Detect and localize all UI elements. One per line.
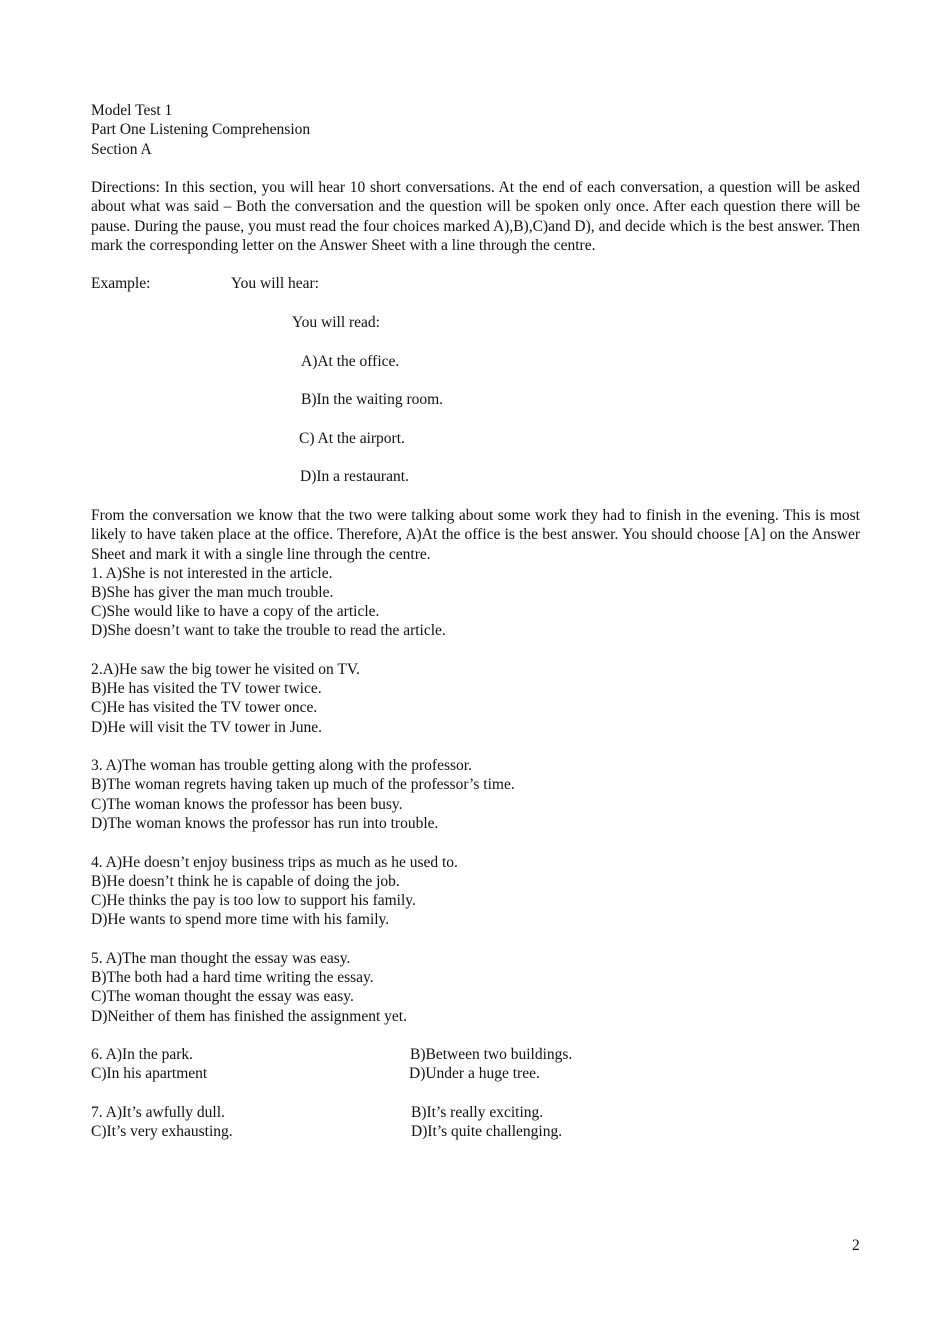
q3-option-a: 3. A)The woman has trouble getting along with the professor. <box>91 757 472 774</box>
q2-option-a: 2.A)He saw the big tower he visited on TV. <box>91 661 360 678</box>
q3-option-b: B)The woman regrets having taken up much of the professor’s time. <box>91 776 515 793</box>
q5-option-a: 5. A)The man thought the essay was easy. <box>91 950 351 967</box>
example-option-d: D)In a restaurant. <box>300 468 409 485</box>
page-number: 2 <box>852 1237 860 1254</box>
q5-option-b: B)The both had a hard time writing the essay. <box>91 969 374 986</box>
q7-option-c: C)It’s very exhausting. <box>91 1123 233 1140</box>
example-label: Example: <box>91 275 151 292</box>
q2-option-b: B)He has visited the TV tower twice. <box>91 680 322 697</box>
example-read: You will read: <box>292 314 380 331</box>
q3-option-c: C)The woman knows the professor has been busy. <box>91 796 403 813</box>
q5-option-d: D)Neither of them has finished the assignment yet. <box>91 1008 407 1025</box>
q1-option-c: C)She would like to have a copy of the article. <box>91 603 380 620</box>
q1-option-b: B)She has giver the man much trouble. <box>91 584 334 601</box>
q1-option-d: D)She doesn’t want to take the trouble to read the article. <box>91 622 446 639</box>
test-title: Model Test 1 <box>91 102 173 119</box>
q4-option-d: D)He wants to spend more time with his family. <box>91 911 390 928</box>
example-hear: You will hear: <box>231 275 319 292</box>
section-heading: Section A <box>91 141 152 158</box>
q1-option-a: 1. A)She is not interested in the article. <box>91 565 333 582</box>
q2-option-d: D)He will visit the TV tower in June. <box>91 719 323 736</box>
example-option-a: A)At the office. <box>301 353 400 370</box>
q4-option-b: B)He doesn’t think he is capable of doing the job. <box>91 873 400 890</box>
q5-option-c: C)The woman thought the essay was easy. <box>91 988 354 1005</box>
example-option-b: B)In the waiting room. <box>301 391 444 408</box>
q6-option-a: 6. A)In the park. <box>91 1046 194 1063</box>
directions-paragraph: Directions: In this section, you will hear 10 short conversations. At the end of each conversation, a question will be asked about what was said – Both the conversation and the question will be spoken only once. After each question there will be pause. During the pause, you must read the four choices marked A),B),C)and D), and decide which is the best answer. Then mark the corresponding letter on the Answer Sheet with a line through the centre. <box>91 179 860 254</box>
q4-option-a: 4. A)He doesn’t enjoy business trips as much as he used to. <box>91 854 458 871</box>
q6-option-d: D)Under a huge tree. <box>409 1065 540 1082</box>
q7-option-b: B)It’s really exciting. <box>411 1104 544 1121</box>
q7-option-a: 7. A)It’s awfully dull. <box>91 1104 225 1121</box>
q6-option-c: C)In his apartment <box>91 1065 208 1082</box>
part-heading: Part One Listening Comprehension <box>91 121 311 138</box>
q2-option-c: C)He has visited the TV tower once. <box>91 699 318 716</box>
example-explanation: From the conversation we know that the two were talking about some work they had to finish in the evening. This is most likely to have taken place at the office. Therefore, A)At the office is the best answer. You should choose [A] on the Answer Sheet and mark it with a single line through the centre. <box>91 507 860 563</box>
example-option-c: C) At the airport. <box>299 430 405 447</box>
q3-option-d: D)The woman knows the professor has run into trouble. <box>91 815 439 832</box>
q6-option-b: B)Between two buildings. <box>410 1046 573 1063</box>
q7-option-d: D)It’s quite challenging. <box>411 1123 563 1140</box>
q4-option-c: C)He thinks the pay is too low to support his family. <box>91 892 416 909</box>
